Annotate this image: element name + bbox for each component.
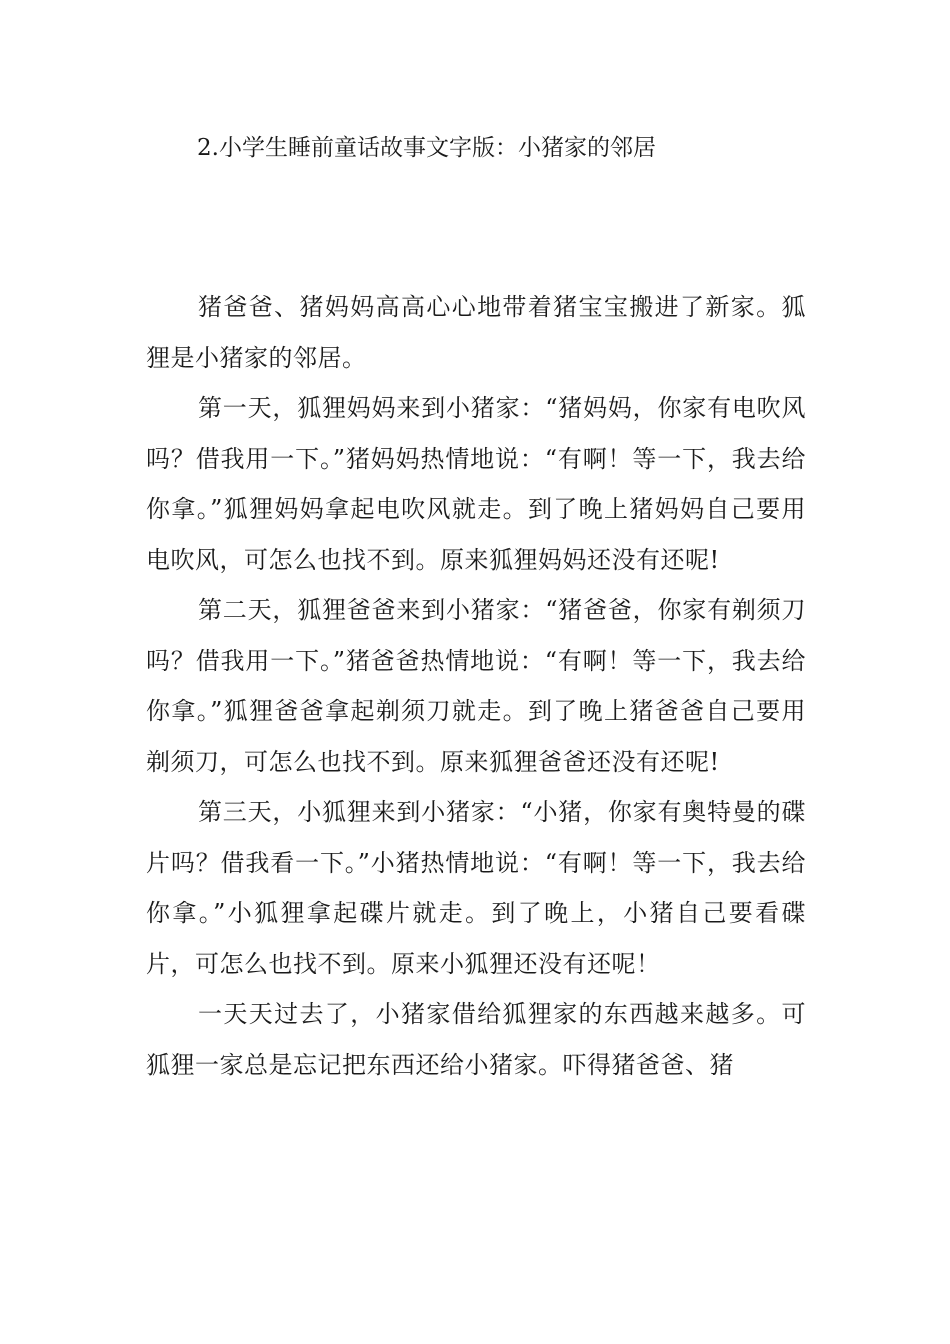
paragraph-2: 第一天，狐狸妈妈来到小猪家：“猪妈妈，你家有电吹风吗？借我用一下。”猪妈妈热情地说：“有啊！等一下，我去给你拿。”狐狸妈妈拿起电吹风就走。到了晚上猪妈妈自己要用电吹风，可怎么也找不到。原来狐狸妈妈还没有还呢! [146,394,806,574]
paragraph-5: 一天天过去了，小猪家借给狐狸家的东西越来越多。可狐狸一家总是忘记把东西还给小猪家。吓得猪爸爸、猪 [146,1000,806,1079]
document-title: 2.小学生睡前童话故事文字版：小猪家的邻居 [197,135,656,161]
paragraph-4: 第三天，小狐狸来到小猪家：“小猪，你家有奥特曼的碟片吗？借我看一下。”小猪热情地说：“有啊！等一下，我去给你拿。”小狐狸拿起碟片就走。到了晚上，小猪自己要看碟片，可怎么也找不到。原来小狐狸还没有还呢！ [146,798,806,978]
paragraph-1: 猪爸爸、猪妈妈高高心心地带着猪宝宝搬进了新家。狐狸是小猪家的邻居。 [146,293,806,372]
paragraph-3: 第二天，狐狸爸爸来到小猪家：“猪爸爸，你家有剃须刀吗？借我用一下。”猪爸爸热情地说：“有啊！等一下，我去给你拿。”狐狸爸爸拿起剃须刀就走。到了晚上猪爸爸自己要用剃须刀，可怎么也找不到。原来狐狸爸爸还没有还呢! [146,596,806,776]
story-body [146,282,806,1090]
